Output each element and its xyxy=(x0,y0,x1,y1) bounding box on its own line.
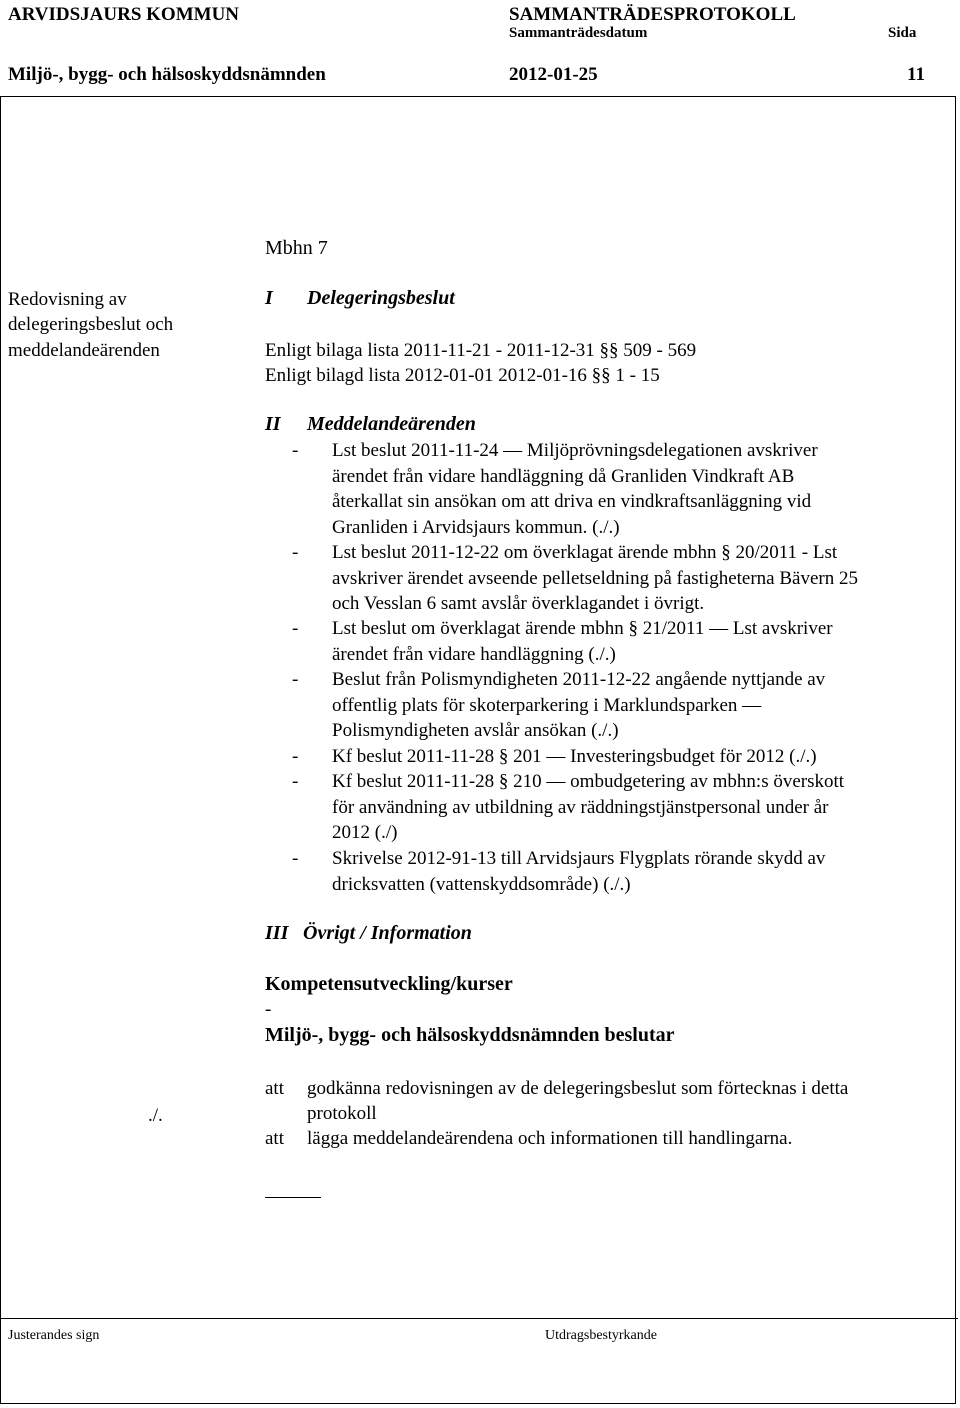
item-line: Skrivelse 2012-91-13 till Arvidsjaurs Flygplats rörande skydd av xyxy=(332,848,826,869)
committee-name: Miljö-, bygg- och hälsoskyddsnämnden xyxy=(8,64,326,85)
list-dash: - xyxy=(292,848,299,869)
item-line: för användning av utbildning av räddningstjänstpersonal under år xyxy=(332,796,829,818)
section-2-numeral: II xyxy=(265,413,281,435)
decision-line: godkänna redovisningen av de delegeringsbeslut som förtecknas i detta xyxy=(307,1078,849,1099)
page-number: 11 xyxy=(907,64,925,85)
end-rule xyxy=(265,1197,321,1198)
section-3-numeral: III xyxy=(265,922,289,944)
footer-left: Justerandes sign xyxy=(8,1328,100,1343)
item-line: och Vesslan 6 samt avslår överklagandet i övrigt. xyxy=(332,593,705,614)
decision-line: lägga meddelandeärendena och informationen till handlingarna. xyxy=(307,1128,793,1149)
section-1-numeral: I xyxy=(265,287,273,309)
item-line: Kf beslut 2011-11-28 § 201 — Investeringsbudget för 2012 (./.) xyxy=(332,746,817,767)
section-3-title: Övrigt / Information xyxy=(303,922,472,944)
item-line: Polismyndigheten avslår ansökan (./.) xyxy=(332,720,619,741)
footer-right: Utdragsbestyrkande xyxy=(545,1328,657,1343)
document-type: SAMMANTRÄDESPROTOKOLL xyxy=(509,4,796,25)
item-line: Lst beslut 2011-12-22 om överklagat ärende mbhn § 20/2011 - Lst xyxy=(332,542,838,563)
section-2-title: Meddelandeärenden xyxy=(307,413,476,435)
decision-att: att xyxy=(265,1128,284,1149)
item-line: ärendet från vidare handläggning då Granliden Vindkraft AB xyxy=(332,465,795,487)
date-label: Sammanträdesdatum xyxy=(509,25,648,41)
item-line: Granliden i Arvidsjaurs kommun. (./.) xyxy=(332,516,620,538)
item-line: offentlig plats för skoterparkering i Marklundsparken — xyxy=(332,694,762,716)
item-line: dricksvatten (vattenskyddsområde) (./.) xyxy=(332,873,631,895)
decision-att: att xyxy=(265,1078,284,1099)
item-line: 2012 (./) xyxy=(332,822,398,843)
courses-title: Kompetensutveckling/kurser xyxy=(265,973,513,995)
list-dash: - xyxy=(292,746,299,767)
subject-line-2: delegeringsbeslut och xyxy=(8,314,174,335)
list-dash: - xyxy=(292,440,299,461)
meeting-date: 2012-01-25 xyxy=(509,64,598,85)
item-line: ärendet från vidare handläggning (./.) xyxy=(332,643,616,665)
item-line: Lst beslut om överklagat ärende mbhn § 21/2011 — Lst avskriver xyxy=(332,618,833,639)
decision-title: Miljö-, bygg- och hälsoskyddsnämnden beslutar xyxy=(265,1024,675,1046)
item-line: återkallat sin ansökan om att driva en vindkraftsanläggning vid xyxy=(332,491,812,512)
page-label: Sida xyxy=(888,25,917,41)
subject-line-3: meddelandeärenden xyxy=(8,340,160,361)
courses-value: - xyxy=(265,999,272,1020)
paragraph-number: Mbhn 7 xyxy=(265,237,328,259)
item-line: Lst beslut 2011-11-24 — Miljöprövningsdelegationen avskriver xyxy=(332,440,818,461)
item-line: Kf beslut 2011-11-28 § 210 — ombudgetering av mbhn:s överskott xyxy=(332,771,845,792)
subject-line-1: Redovisning av xyxy=(8,289,127,310)
attachment-mark: ./. xyxy=(148,1105,163,1126)
delegation-list-1: Enligt bilaga lista 2011-11-21 - 2011-12-31 §§ 509 - 569 xyxy=(265,340,697,361)
list-dash: - xyxy=(292,771,299,792)
list-dash: - xyxy=(292,618,299,639)
item-line: avskriver ärendet avseende pelletseldning på fastigheterna Bävern 25 xyxy=(332,567,858,589)
footer-divider xyxy=(0,1318,958,1319)
org-name: ARVIDSJAURS KOMMUN xyxy=(8,4,240,25)
decision-line: protokoll xyxy=(307,1103,377,1124)
list-dash: - xyxy=(292,542,299,563)
list-dash: - xyxy=(292,669,299,690)
section-1-title: Delegeringsbeslut xyxy=(307,287,455,309)
item-line: Beslut från Polismyndigheten 2011-12-22 angående nyttjande av xyxy=(332,669,826,690)
delegation-list-2: Enligt bilagd lista 2012-01-01 2012-01-16 §§ 1 - 15 xyxy=(265,365,660,386)
